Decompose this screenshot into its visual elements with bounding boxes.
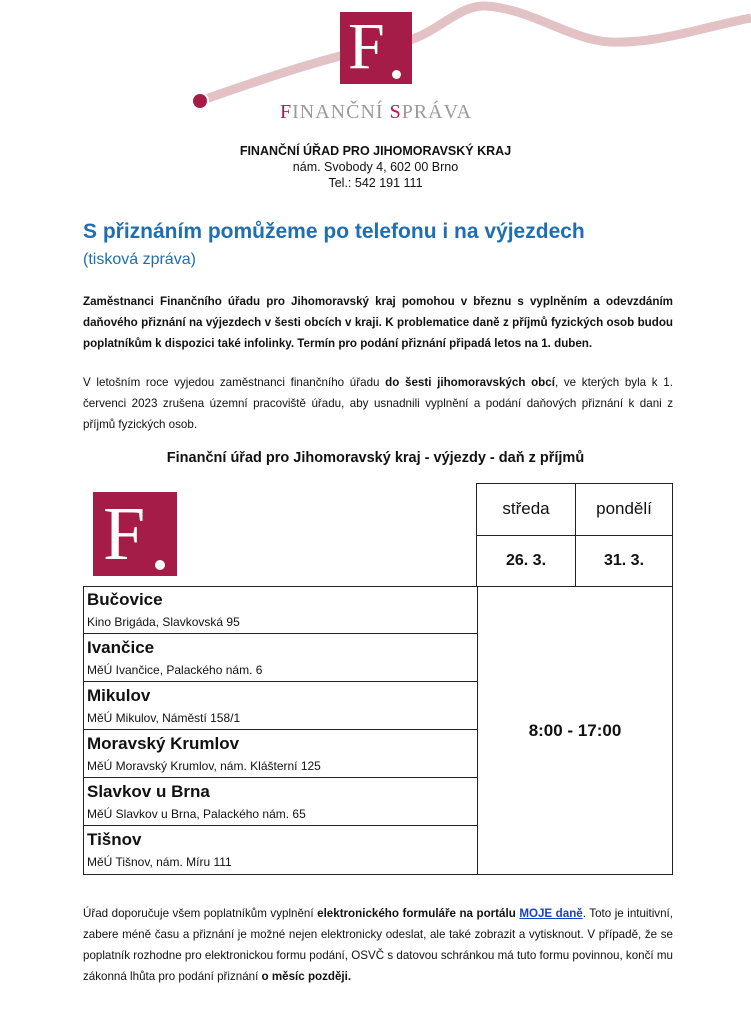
office-title: FINANČNÍ ÚŘAD PRO JIHOMORAVSKÝ KRAJ	[239, 144, 512, 158]
day-header-2: pondělí	[575, 483, 673, 536]
opening-hours: 8:00 - 17:00	[477, 586, 673, 875]
lead-paragraph: Zaměstnanci Finančního úřadu pro Jihomoravský kraj pomohou v březnu s vyplněním a odevzdáním daňového přiznání na výjezdech v šesti obcích v kraji. K problematice daně z příjmů fyzických osob budou poplatníkům k dispozici také infolinky. Termín pro podání přiznání připadá letos na 1. duben.	[83, 295, 673, 350]
schedule-table	[83, 483, 673, 875]
table-row: Mikulov MěÚ Mikulov, Náměstí 158/1	[83, 682, 477, 730]
date-header-2: 31. 3.	[575, 535, 673, 587]
date-header-1: 26. 3.	[476, 535, 576, 587]
paragraph-2: V letošním roce vyjedou zaměstnanci finančního úřadu do šesti jihomoravských obcí, ve kterých byla k 1. červenci 2023 zrušena územní pracoviště úřadu, aby usnadnili vyplnění a podání daňových přiznání k dani z příjmů fyzických osob.	[83, 376, 673, 431]
office-info	[0, 143, 751, 191]
subheadline: (tisková zpráva)	[83, 251, 196, 268]
table-row: Moravský Krumlov MěÚ Moravský Krumlov, nám. Klášterní 125	[83, 730, 477, 778]
day-header-1: středa	[476, 483, 576, 536]
table-row: Tišnov MěÚ Tišnov, nám. Míru 111	[83, 826, 477, 875]
table-row: Slavkov u Brna MěÚ Slavkov u Brna, Palackého nám. 65	[83, 778, 477, 826]
brand-name: FINANČNÍ SPRÁVA	[280, 101, 472, 123]
wave-dot	[193, 94, 207, 108]
headline: S přiznáním pomůžeme po telefonu i na výjezdech	[83, 220, 585, 243]
financni-sprava-logo: F	[340, 12, 412, 84]
table-title: Finanční úřad pro Jihomoravský kraj - výjezdy - daň z příjmů	[166, 450, 585, 466]
office-address: nám. Svobody 4, 602 00 Brno	[292, 160, 459, 174]
table-row: Bučovice Kino Brigáda, Slavkovská 95	[83, 586, 477, 634]
office-phone: Tel.: 542 191 111	[328, 176, 423, 190]
paragraph-3: Úřad doporučuje všem poplatníkům vyplnění elektronického formuláře na portálu MOJE daně. Toto je intuitivní, zabere méně času a přiznání je možné nejen elektronicky odeslat, ale také zobrazit a vytisknout. V případě, že se poplatník rozhodne pro elektronickou formu podání, OSVČ s datovou schránkou má tuto formu povinnou, končí mu zákonná lhůta pro podání přiznání o měsíc později.	[83, 907, 673, 983]
table-logo: F	[93, 492, 177, 576]
table-row: Ivančice MěÚ Ivančice, Palackého nám. 6	[83, 634, 477, 682]
moje-dane-link[interactable]: MOJE daně	[519, 907, 583, 920]
